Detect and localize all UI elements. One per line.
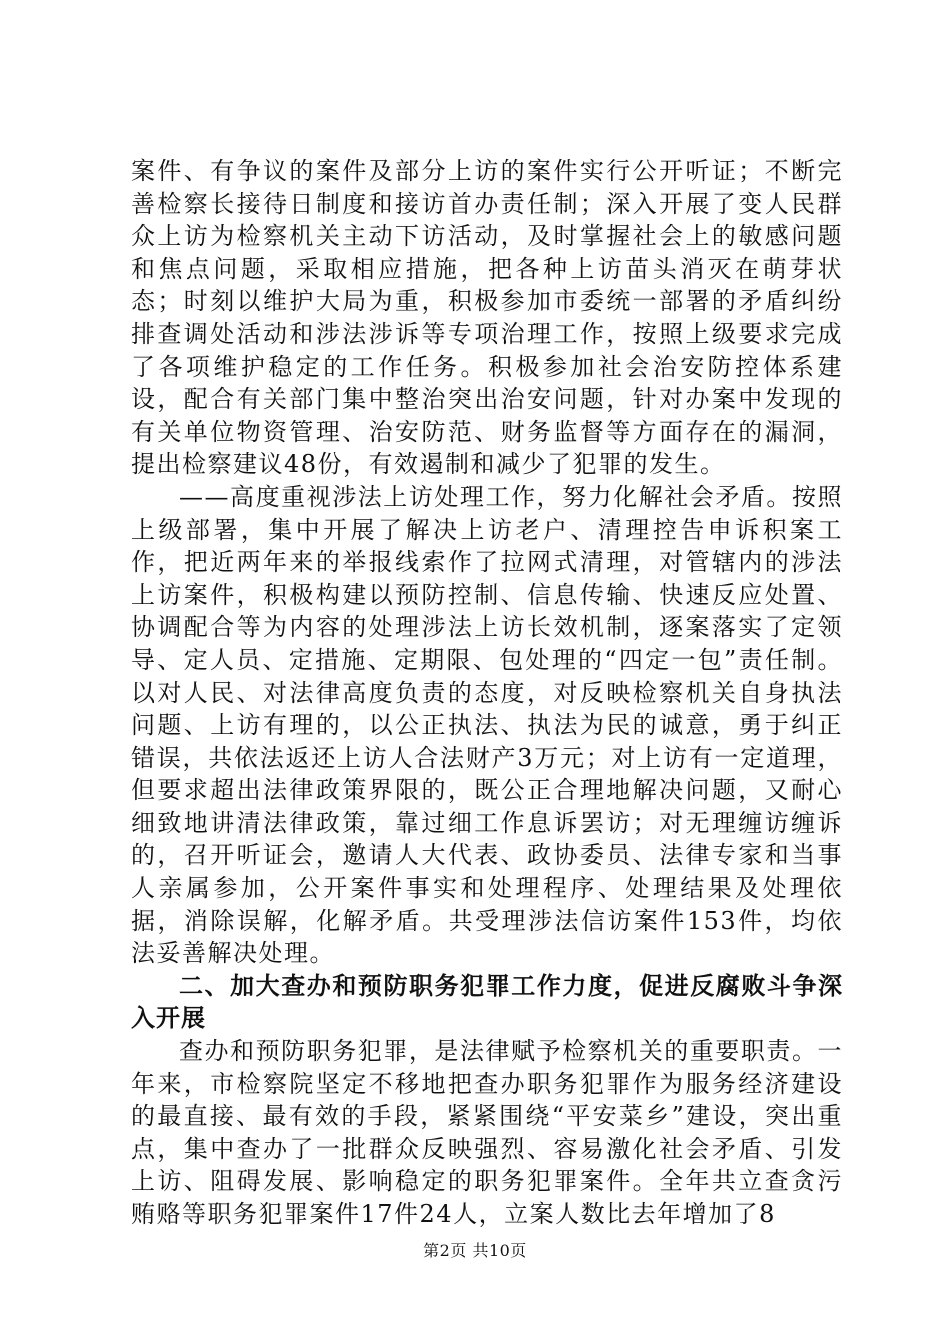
paragraph-crime-prevention: 查办和预防职务犯罪，是法律赋予检察机关的重要职责。一年来，市检察院坚定不移地把查办职务犯罪作为服务经济建设的最直接、最有效的手段，紧紧围绕“平安菜乡”建设，突出重点，集中查办了一批群众反映强烈、容易激化社会矛盾、引发上访、阻碍发展、影响稳定的职务犯罪案件。全年共立查贪污贿赂等职务犯罪案件17件24人，立案人数比去年增加了8 (131, 1037, 843, 1228)
document-body (131, 155, 843, 1231)
paragraph-petition-handling: ——高度重视涉法上访处理工作，努力化解社会矛盾。按照上级部署，集中开展了解决上访老户、清理控告申诉积案工作，把近两年来的举报线索作了拉网式清理，对管辖内的涉法上访案件，积极构建以预防控制、信息传输、快速反应处置、协调配合等为内容的处理涉法上访长效机制，逐案落实了定领导、定人员、定措施、定期限、包处理的“四定一包”责任制。以对人民、对法律高度负责的态度，对反映检察机关自身执法问题、上访有理的，以公正执法、执法为民的诚意，勇于纠正错误，共依法返还上访人合法财产3万元；对上访有一定道理，但要求超出法律政策界限的，既公正合理地解决问题，又耐心细致地讲清法律政策，靠过细工作息诉罢访；对无理缠访缠诉的，召开听证会，邀请人大代表、政协委员、法律专家和当事人亲属参加，公开案件事实和处理程序、处理结果及处理依据，消除误解，化解矛盾。共受理涉法信访案件153件，均依法妥善解决处理。 (131, 482, 843, 968)
paragraph-continuation: 案件、有争议的案件及部分上访的案件实行公开听证；不断完善检察长接待日制度和接访首办责任制；深入开展了变人民群众上访为检察机关主动下访活动，及时掌握社会上的敏感问题和焦点问题，采取相应措施，把各种上访苗头消灭在萌芽状态；时刻以维护大局为重，积极参加市委统一部署的矛盾纠纷排查调处活动和涉法涉诉等专项治理工作，按照上级要求完成了各项维护稳定的工作任务。积极参加社会治安防控体系建设，配合有关部门集中整治突出治安问题，针对办案中发现的有关单位物资管理、治安防范、财务监督等方面存在的漏洞，提出检察建议48份，有效遏制和减少了犯罪的发生。 (131, 157, 843, 479)
page-number-footer: 第2页 共10页 (423, 1241, 527, 1260)
section-heading: 二、加大查办和预防职务犯罪工作力度，促进反腐败斗争深入开展 (131, 971, 843, 1033)
